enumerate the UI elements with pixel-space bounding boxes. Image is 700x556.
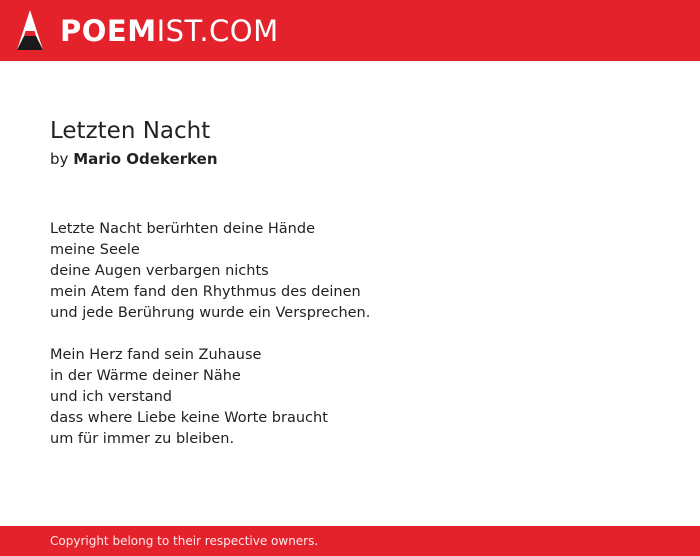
- poem-body: [50, 219, 650, 471]
- poem-line: Mein Herz fand sein Zuhause: [50, 347, 262, 363]
- pencil-tip-icon: [16, 9, 44, 53]
- poem-line: dass where Liebe keine Worte braucht: [50, 410, 328, 426]
- poem-line: Letzte Nacht berürhten deine Hände: [50, 221, 316, 237]
- poem-stanza-2: [50, 345, 650, 450]
- site-logo-link[interactable]: [16, 8, 279, 54]
- poem-line: meine Seele: [50, 242, 140, 258]
- byline-prefix: by: [50, 150, 69, 168]
- poem-stanza-1: [50, 219, 650, 324]
- site-footer: [0, 526, 700, 556]
- poem-author[interactable]: Mario Odekerken: [73, 150, 218, 168]
- logo-text-bold: POEM: [60, 13, 157, 48]
- copyright-notice: Copyright belong to their respective owners.: [50, 534, 319, 548]
- site-logo-text: [60, 13, 279, 48]
- poem-line: mein Atem fand den Rhythmus des deinen: [50, 284, 361, 300]
- poem-line: und ich verstand: [50, 389, 172, 405]
- poem-line: in der Wärme deiner Nähe: [50, 368, 241, 384]
- poem-heading: [50, 116, 650, 169]
- poem-line: und jede Berührung wurde ein Versprechen.: [50, 305, 371, 321]
- site-header: [0, 0, 700, 61]
- logo-text-light: IST.COM: [156, 13, 279, 48]
- poem-title: Letzten Nacht: [50, 118, 211, 144]
- poem-line: um für immer zu bleiben.: [50, 431, 235, 447]
- poem-byline: [50, 149, 650, 169]
- poem-line: deine Augen verbargen nichts: [50, 263, 269, 279]
